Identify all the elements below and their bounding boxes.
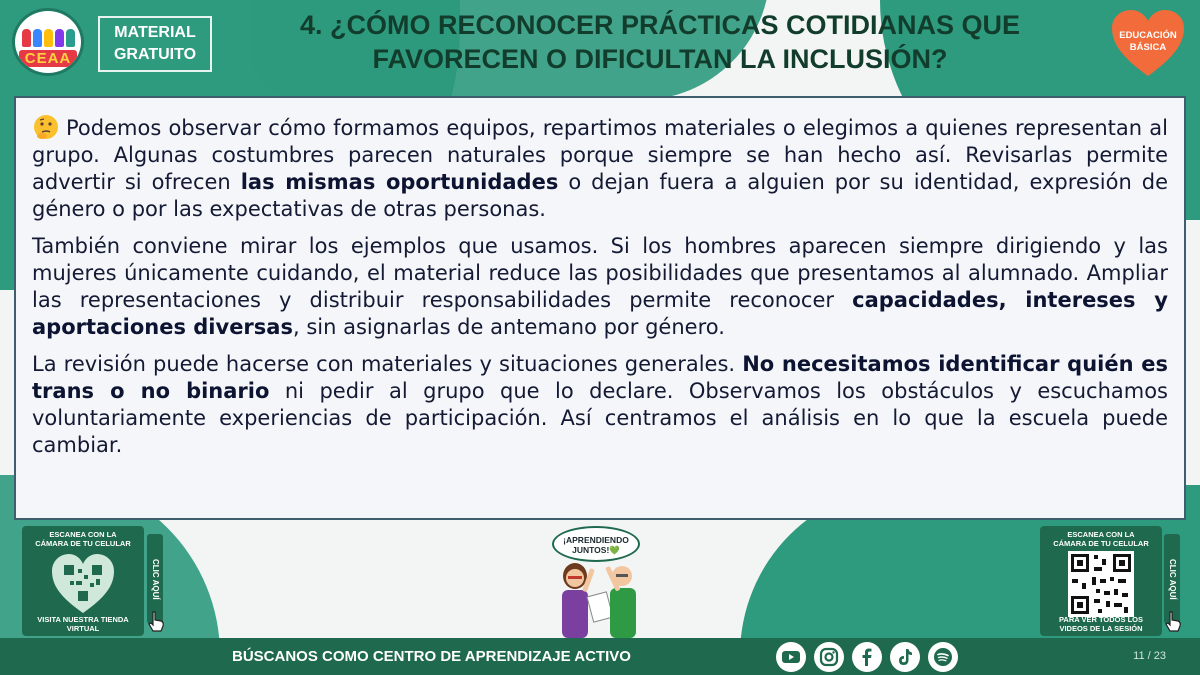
ceaa-logo [12, 8, 84, 76]
teachers-illustration [540, 560, 660, 638]
thinking-face-icon [32, 114, 62, 140]
paragraph-3-text-c: ni pedir al grupo que lo declare. Observamos los obstáculos y escuchamos voluntariamente experiencias de participación. Así centramos el análisis en lo que la escuela puede cambiar. [32, 379, 1169, 457]
qr-left-top-line-1: ESCANEA CON LA [49, 530, 117, 539]
qr-right-top-line-2: CÁMARA DE TU CELULAR [1053, 539, 1149, 548]
videos-click-here-button[interactable]: CLIC AQUÍ [1164, 534, 1180, 624]
paragraph-2-text-c: , sin asignarlas de antemano por género. [292, 315, 725, 339]
paragraph-1-text-c: o dejan fuera a alguien por su identidad, expresión de género o por las expectativas de otras personas. [32, 170, 1169, 221]
logo-illustration [22, 29, 75, 47]
instagram-link[interactable] [814, 642, 844, 672]
social-links [776, 642, 958, 672]
paragraph-3-bold: No necesitamos identificar quién es trans o no binario [32, 352, 1168, 403]
tiktok-link[interactable] [890, 642, 920, 672]
paragraph-1-bold: las mismas oportunidades [240, 170, 559, 194]
youtube-link[interactable] [776, 642, 806, 672]
page-number: 11 / 23 [1133, 650, 1166, 662]
footer-bar [0, 638, 1200, 675]
instagram-icon [819, 647, 839, 667]
store-click-here-button[interactable]: CLIC AQUÍ [147, 534, 163, 624]
facebook-icon [857, 647, 877, 667]
badge-line-1: EDUCACIÓN [1119, 30, 1177, 41]
qr-right-top-line-1: ESCANEA CON LA [1067, 530, 1135, 539]
title-line-1: 4. ¿CÓMO RECONOCER PRÁCTICAS COTIDIANAS QUE [299, 10, 1021, 40]
paragraph-2-bold: capacidades, intereses y aportaciones diversas [32, 288, 1168, 339]
pointing-hand-icon [1163, 610, 1183, 632]
videos-qr-panel[interactable] [1040, 526, 1162, 636]
badge-line-2: BÁSICA [1129, 42, 1167, 53]
qr-code-icon[interactable] [1068, 551, 1134, 617]
spotify-icon [933, 647, 953, 667]
paragraph-2 [32, 233, 1168, 341]
qr-left-bottom-line-1: VISITA NUESTRA TIENDA [37, 615, 129, 624]
bubble-line-2: JUNTOS!💚 [572, 545, 620, 555]
paragraph-3-text-a: La revisión puede hacerse con materiales y situaciones generales. [32, 352, 743, 376]
title-line-2: FAVORECEN O DIFICULTAN LA INCLUSIÓN? [372, 44, 948, 74]
paragraph-3 [32, 351, 1168, 459]
bubble-line-1: ¡APRENDIENDO [563, 535, 629, 545]
tiktok-icon [895, 647, 915, 667]
page-title [240, 8, 1080, 76]
tag-line-2: GRATUITO [113, 46, 197, 63]
heart-qr-code-icon[interactable] [50, 551, 116, 617]
tag-line-1: MATERIAL [114, 24, 196, 41]
qr-right-bottom-line-2: VIDEOS DE LA SESIÓN [1059, 624, 1143, 633]
qr-left-top-line-2: CÁMARA DE TU CELULAR [35, 539, 131, 548]
paragraph-2-text-a: También conviene mirar los ejemplos que usamos. Si los hombres aparecen siempre dirigiendo y las mujeres únicamente cuidando, el material reduce las posibilidades que presentamos al alumnado. Ampliar las representaciones y distribuir responsabilidades permite reconocer [32, 234, 1168, 312]
qr-left-bottom-line-2: VIRTUAL [66, 624, 100, 633]
spotify-link[interactable] [928, 642, 958, 672]
store-qr-panel[interactable] [22, 526, 144, 636]
basic-education-badge [1110, 8, 1186, 78]
facebook-link[interactable] [852, 642, 882, 672]
paragraph-1-text-a: Podemos observar cómo formamos equipos, repartimos materiales o elegimos a quienes representan al grupo. Algunas costumbres parecen naturales porque siempre se han hecho así. Revisarlas permite advertir si ofrecen [32, 116, 1168, 194]
free-material-tag [98, 16, 212, 72]
footer-text: BÚSCANOS COMO CENTRO DE APRENDIZAJE ACTIVO [232, 648, 631, 665]
paragraph-1 [32, 114, 1168, 223]
content-card [14, 96, 1186, 520]
qr-right-bottom-line-1: PARA VER TODOS LOS [1058, 615, 1144, 624]
pointing-hand-icon [146, 610, 166, 632]
youtube-icon [781, 647, 801, 667]
logo-text: CEAA [19, 50, 78, 67]
speech-bubble [552, 526, 640, 562]
